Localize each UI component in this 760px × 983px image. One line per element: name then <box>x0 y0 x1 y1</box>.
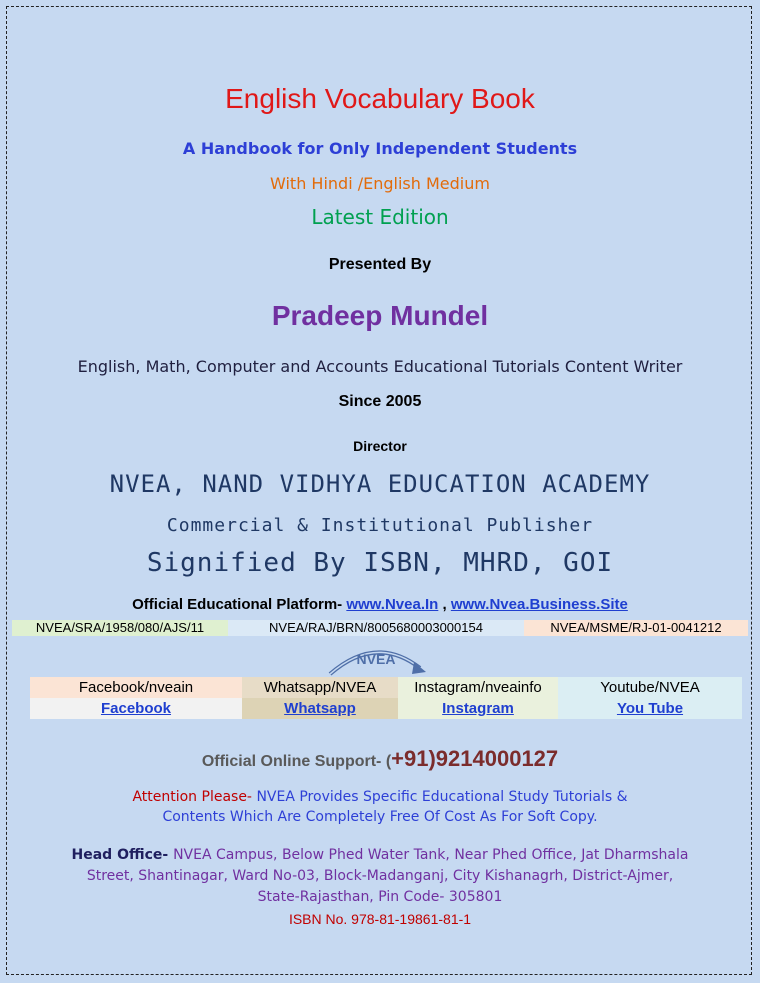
whatsapp-link[interactable]: Whatsapp <box>242 698 398 719</box>
director-label: Director <box>353 438 407 454</box>
publisher-line: Commercial & Institutional Publisher <box>166 515 594 536</box>
registration-row <box>12 620 748 636</box>
writer-line: English, Math, Computer and Accounts Educational Tutorials Content Writer <box>77 357 683 376</box>
author-name: Pradeep Mundel <box>271 300 489 331</box>
medium-line: With Hindi /English Medium <box>270 174 490 193</box>
social-cell-instagram <box>398 677 558 719</box>
instagram-handle: Instagram/nveainfo <box>398 677 558 698</box>
social-cell-whatsapp <box>242 677 398 719</box>
support-label: Official Online Support- ( <box>201 753 392 770</box>
registration-number: NVEA/RAJ/BRN/8005680003000154 <box>228 620 524 636</box>
platform-label: Official Educational Platform- <box>132 596 347 613</box>
address-line-1 <box>0 847 760 863</box>
registration-number: NVEA/MSME/RJ-01-0041212 <box>524 620 748 636</box>
youtube-link[interactable]: You Tube <box>558 698 742 719</box>
address-label: Head Office- <box>71 847 174 863</box>
address-line-3: State-Rajasthan, Pin Code- 305801 <box>257 889 503 905</box>
attention-line-1 <box>0 789 760 805</box>
isbn-number: ISBN No. 978-81-19861-81-1 <box>288 911 472 927</box>
platform-separator: , <box>438 596 451 613</box>
attention-line-2: Contents Which Are Completely Free Of Cost As For Soft Copy. <box>162 809 598 825</box>
social-cell-youtube <box>558 677 742 719</box>
book-title: English Vocabulary Book <box>225 83 535 114</box>
presented-by: Presented By <box>328 256 432 273</box>
edition-line: Latest Edition <box>311 205 449 229</box>
attention-text-1: NVEA Provides Specific Educational Study Tutorials & <box>256 789 628 805</box>
address-text-1: NVEA Campus, Below Phed Water Tank, Near Phed Office, Jat Dharmshala <box>173 847 689 863</box>
facebook-handle: Facebook/nveain <box>30 677 242 698</box>
nvea-arc-arrow-icon <box>320 640 432 680</box>
social-links-table <box>30 677 742 719</box>
nvea-arc-label: NVEA <box>356 651 396 667</box>
support-line <box>0 746 760 772</box>
signified-line: Signified By ISBN, MHRD, GOI <box>146 548 614 578</box>
social-cell-facebook <box>30 677 242 719</box>
academy-name: NVEA, NAND VIDHYA EDUCATION ACADEMY <box>109 470 651 498</box>
youtube-handle: Youtube/NVEA <box>558 677 742 698</box>
whatsapp-handle: Whatsapp/NVEA <box>242 677 398 698</box>
registration-number: NVEA/SRA/1958/080/AJS/11 <box>12 620 228 636</box>
website-link-nvea-in[interactable]: www.Nvea.In <box>346 596 439 613</box>
book-subtitle: A Handbook for Only Independent Students <box>182 139 578 158</box>
since-year: Since 2005 <box>338 393 422 410</box>
website-link-business-site[interactable]: www.Nvea.Business.Site <box>450 596 628 613</box>
instagram-link[interactable]: Instagram <box>398 698 558 719</box>
attention-label: Attention Please- <box>132 789 257 805</box>
support-phone: +91)9214000127 <box>391 746 559 771</box>
address-line-2: Street, Shantinagar, Ward No-03, Block-Madanganj, City Kishanagrh, District-Ajmer, <box>86 868 674 884</box>
facebook-link[interactable]: Facebook <box>30 698 242 719</box>
platform-line <box>0 596 760 613</box>
